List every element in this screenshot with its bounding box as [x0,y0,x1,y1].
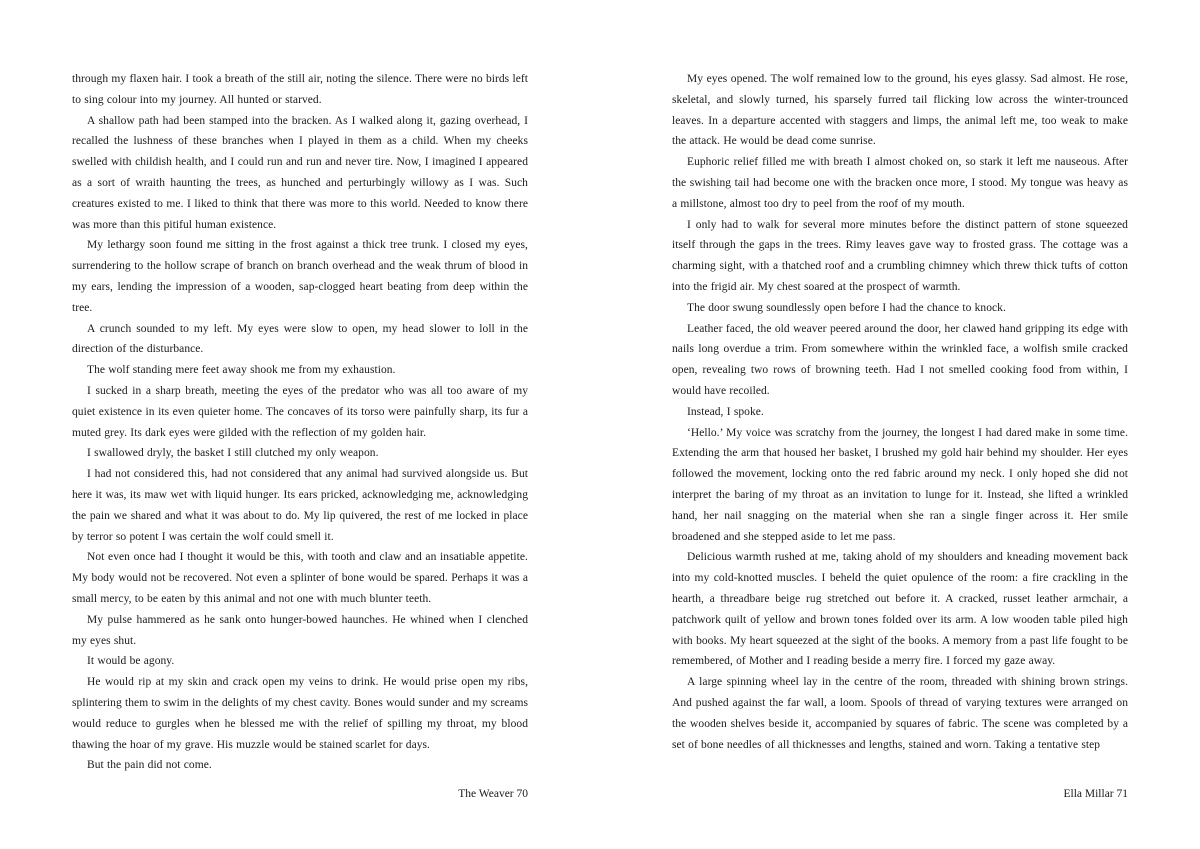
right-page [672,69,1128,755]
right-paragraph-4: The door swung soundlessly open before I had the chance to knock. [687,301,1006,314]
left-paragraph-4: A crunch sounded to my left. My eyes were slow to open, my head slower to loll in the direction of the disturbance. [72,322,528,356]
right-paragraph-7: ‘Hello.’ My voice was scratchy from the journey, the longest I had dared make in some time. Extending the arm that housed her basket, I brushed my gold hair behind my shoulder. Her eyes followed the movement, locking onto the red fabric around my neck. I only hoped she did not interpret the baring of my throat as an invitation to lunge for it. Instead, she lifted a wrinkled hand, her nail snagging on the material when she ran a single finger across it. Her smile broadened and she stepped aside to let me pass. [672,426,1128,543]
right-page-footer: Ella Millar 71 [1063,788,1128,800]
left-paragraph-13: But the pain did not come. [87,759,212,772]
left-paragraph-2: A shallow path had been stamped into the bracken. As I walked along it, gazing overhead, I recalled the lushness of these branches when I played in them as a child. When my cheeks swelled with childish health, and I could run and run and never tire. Now, I imagined I appeared as a sort of wraith haunting the trees, as hunched and perturbingly willowy as I was. Such creatures existed to me. I liked to think that there was more to this world. Needed to know there was more than this pitiful human existence. [72,114,528,231]
left-paragraph-6: I sucked in a sharp breath, meeting the eyes of the predator who was all too aware of my quiet existence in its even quieter home. The concaves of its torso were painfully sharp, its fur a muted grey. Its dark eyes were gilded with the reflection of my golden hair. [72,384,528,439]
left-paragraph-11: It would be agony. [87,655,175,668]
left-paragraph-10: My pulse hammered as he sank onto hunger-bowed haunches. He whined when I clenched my eyes shut. [72,613,528,647]
left-page-footer: The Weaver 70 [458,788,528,800]
left-page [72,69,528,776]
left-paragraph-3: My lethargy soon found me sitting in the frost against a thick tree trunk. I closed my eyes, surrendering to the hollow scrape of branch on branch overhead and the weak thrum of blood in my ears, lending the impression of a wooden, sap-clogged heart beating from deep within the tree. [72,239,528,314]
right-paragraph-3: I only had to walk for several more minutes before the distinct pattern of stone squeezed itself through the gaps in the trees. Rimy leaves gave way to frosted grass. The cottage was a charming sight, with a thatched roof and a crumbling chimney which threw thick tufts of cotton into the frigid air. My chest soared at the prospect of warmth. [672,218,1128,293]
right-paragraph-2: Euphoric relief filled me with breath I almost choked on, so stark it left me nauseous. After the swishing tail had become one with the bracken once more, I stood. My tongue was heavy as a millstone, almost too dry to peel from the roof of my mouth. [672,156,1128,210]
right-paragraph-6: Instead, I spoke. [687,405,764,418]
left-paragraph-9: Not even once had I thought it would be this, with tooth and claw and an insatiable appetite. My body would not be recovered. Not even a splinter of bone would be spared. Perhaps it was a small mercy, to be eaten by this animal and not one with much blunter teeth. [72,551,528,605]
right-paragraph-9: A large spinning wheel lay in the centre of the room, threaded with shining brown strings. And pushed against the far wall, a loom. Spools of thread of varying textures were arranged on the wooden shelves beside it, accompanied by squares of fabric. The scene was completed by a set of bone needles of all thicknesses and lengths, stained and worn. Taking a tentative step [672,676,1128,751]
left-paragraph-7: I swallowed dryly, the basket I still clutched my only weapon. [87,447,379,460]
left-paragraph-12: He would rip at my skin and crack open my veins to drink. He would prise open my ribs, splintering them to swim in the delights of my chest cavity. Bones would sunder and my screams would reduce to gurgles when he blessed me with the relief of spilling my throat, my blood thawing the hoar of my grave. His muzzle would be stained scarlet for days. [72,676,528,751]
right-paragraph-8: Delicious warmth rushed at me, taking ahold of my shoulders and kneading movement back into my cold-knotted muscles. I beheld the quiet opulence of the room: a fire crackling in the hearth, a threadbare beige rug stretched out before it. A cracked, russet leather armchair, a patchwork quilt of yellow and brown tones folded over its arm. A low wooden table piled high with books. My heart squeezed at the sight of the books. A memory from a past life fought to be remembered, of Mother and I reading beside a merry fire. I forced my gaze away. [672,551,1128,668]
left-paragraph-5: The wolf standing mere feet away shook me from my exhaustion. [87,364,396,377]
right-paragraph-1: My eyes opened. The wolf remained low to the ground, his eyes glassy. Sad almost. He rose, skeletal, and slowly turned, his sparsely furred tail flicking low across the winter-trounced leaves. In a departure accented with staggers and limps, the animal left me, too weak to make the attack. He would be dead come sunrise. [672,73,1128,148]
left-paragraph-8: I had not considered this, had not considered that any animal had survived alongside us. But here it was, its maw wet with liquid hunger. Its ears pricked, acknowledging me, acknowledging the pain we shared and what it was about to do. My lip quivered, the rest of me locked in place by terror so potent I was certain the wolf could smell it. [72,468,528,543]
left-paragraph-1: through my flaxen hair. I took a breath of the still air, noting the silence. There were no birds left to sing colour into my journey. All hunted or starved. [72,73,528,106]
right-paragraph-5: Leather faced, the old weaver peered around the door, her clawed hand gripping its edge with nails long overdue a trim. From somewhere within the wrinkled face, a wolfish smile cracked open, revealing two rows of browning teeth. Had I not smelled cooking food from within, I would have recoiled. [672,322,1128,397]
